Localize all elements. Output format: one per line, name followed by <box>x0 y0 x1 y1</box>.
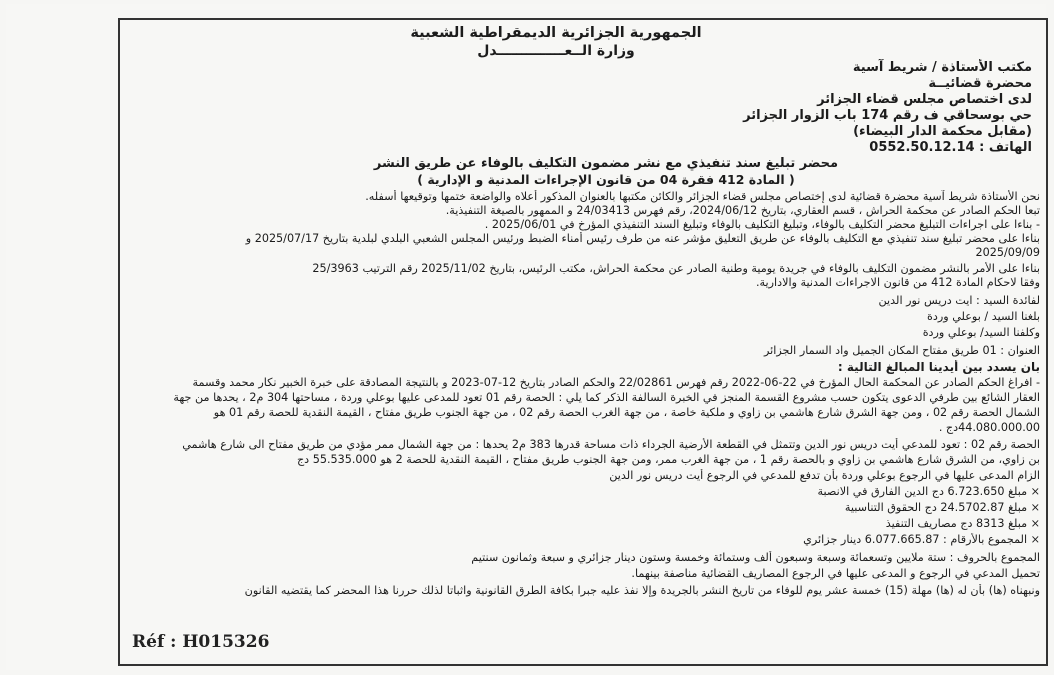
amount-item: × مبلغ 24.5702.87 دج الحقوق التناسبية <box>844 501 1040 514</box>
republic-heading: الجمهورية الجزائرية الديمقراطية الشعبية <box>410 25 702 41</box>
bailiff-title: محضرة قضائيــة <box>928 76 1032 91</box>
body-line: - افراغ الحكم الصادر عن المحكمة الحال المؤرخ في 22-06-2022 رقم فهرس 22/02861 والحكم الصادر بتاريخ 12-07-2023 و بالنتيجة المصادقة على خبرة الخبير نكار محمد وقسمة <box>192 376 1040 389</box>
body-line: بناءا على محضر تبليغ سند تنفيذي مع التكليف بالوفاء عن طريق التعليق مؤشر عنه من طرف رئيس أمناء الضبط ورئيس المجلس الشعبي البلدي لبلدية بتاريخ 2025/07/17 و <box>245 232 1040 245</box>
body-line: نحن الأستاذة شريط آسية محضرة قضائية لدى إختصاص مجلس قضاء الجزائر والكائن مكتبها بالعنوان المذكور أعلاه والواضعة ختمها وتوقيعها أسفله. <box>365 190 1040 203</box>
beneficiary-line: لفائدة السيد : ايت دريس نور الدين <box>878 294 1040 307</box>
phone-line: الهاتف : 0552.50.12.14 <box>869 140 1032 155</box>
address-line: حي بوسحاقي ف رقم 174 باب الزوار الجزائر <box>743 108 1032 123</box>
body-line: الزام المدعى عليها في الرجوع بوعلي وردة بأن تدفع للمدعي في الرجوع أيت دريس نور الدين <box>609 469 1040 482</box>
body-line: وفقا لاحكام المادة 412 من قانون الاجراءات المدنية والادارية. <box>755 276 1040 289</box>
reference-code: Réf : H015326 <box>126 632 275 652</box>
ministry-heading: وزارة الــعــــــــــــــدل <box>477 43 635 59</box>
notified-line: بلغنا السيد / بوعلي وردة <box>927 310 1040 323</box>
document-sheet <box>6 4 1046 670</box>
notice-subtitle: ( المادة 412 فقرة 04 من قانون الإجراءات المدنية و الإدارية ) <box>417 172 795 187</box>
address-body-line: العنوان : 01 طريق مفتاح المكان الجميل واد السمار الجزائر <box>763 344 1040 357</box>
office-name: مكتب الأستاذة / شريط آسية <box>852 60 1032 75</box>
amounts-heading: بان يسدد بين أيدينا المبالغ التالية : <box>837 360 1040 374</box>
body-line: 44.080.000.00دج . <box>938 421 1040 434</box>
amount-item: × مبلغ 8313 دج مصاريف التنفيذ <box>885 517 1040 530</box>
body-line: تبعا الحكم الصادر عن محكمة الحراش ، قسم العقاري، بتاريخ 2024/06/12، رقم فهرس 24/03413 و الممهور بالصيغة التنفيذية. <box>445 204 1040 217</box>
facing-line: (مقابل محكمة الدار البيضاء) <box>853 124 1032 139</box>
body-line: 2025/09/09 <box>975 246 1040 259</box>
body-line: العقار الشائع بين طرفي الدعوى يتكون حسب مشروع القسمة المنجز في الخبرة السالفة الذكر كما يلي : الحصة رقم 01 تعود للمدعى عليها بوعلي وردة ، مساحتها 304 م2 ، يحدها من جهة <box>173 391 1040 404</box>
body-line: الشمال الحصة رقم 02 ، ومن جهة الشرق شارع هاشمي بن زاوي و ملكية خاصة ، من جهة الغرب الحصة رقم 02 ، من جهة الجنوب طريق مفتاح ، القيمة النقدية للحصة رقم 01 هو <box>213 406 1040 419</box>
deadline-line: ونبهناه (ها) بأن له (ها) مهلة (15) خمسة عشر يوم للوفاء من تاريخ النشر بالجريدة وإلا نفذ عليه جبرا بكافة الطرق القانونية واثباتا لذلك حررنا هذا المحضر كما يقتضيه القانون <box>244 584 1040 597</box>
amount-item: × مبلغ 6.723.650 دج الدين الفارق في الانصبة <box>817 485 1040 498</box>
total-figures: × المجموع بالأرقام : 6.077.665.87 دينار جزائري <box>803 533 1040 546</box>
total-words: المجموع بالحروف : ستة ملايين وتسعمائة وسبعة وسبعون ألف وستمائة وخمسة وستون دينار جزائري و سبعة وثمانون سنتيم <box>471 551 1040 564</box>
body-line: بن زاوي، من الشرق شارع هاشمي بن زاوي و بالحصة رقم 1 ، من جهة الغرب ممر، ومن جهة الجنوب طريق مفتاح ، القيمة النقدية للحصة 2 هو 55.535.000 دج <box>296 453 1040 466</box>
body-line: الحصة رقم 02 : تعود للمدعي أيت دريس نور الدين وتتمثل في القطعة الأرضية الجرداء ذات مساحة قدرها 383 م2 يحدها : من جهة الشمال ممر مؤدي من طريق مفتاح الى شارع هاشمي <box>182 438 1040 451</box>
notice-title: محضر تبليغ سند تنفيذي مع نشر مضمون التكليف بالوفاء عن طريق النشر <box>373 156 839 171</box>
jurisdiction-line: لدى اختصاص مجلس قضاء الجزائر <box>817 92 1032 107</box>
body-line: - بناءا على اجراءات التبليغ محضر التكليف بالوفاء، وتبليغ التكليف بالوفاء وتبليغ السند التنفيذي المؤرخ في 2025/06/01 . <box>484 218 1040 231</box>
summoned-line: وكلفنا السيد/ بوعلي وردة <box>922 326 1040 339</box>
body-line: بناءا على الأمر بالنشر مضمون التكليف بالوفاء في جريدة يومية وطنية الصادر عن محكمة الحراش، مكتب الرئيس، بتاريخ 2025/11/02 رقم الترتيب 25/3963 <box>312 262 1040 275</box>
costs-line: تحميل المدعي في الرجوع و المدعى عليها في الرجوع المصاريف القضائية مناصفة بينهما. <box>631 567 1040 580</box>
